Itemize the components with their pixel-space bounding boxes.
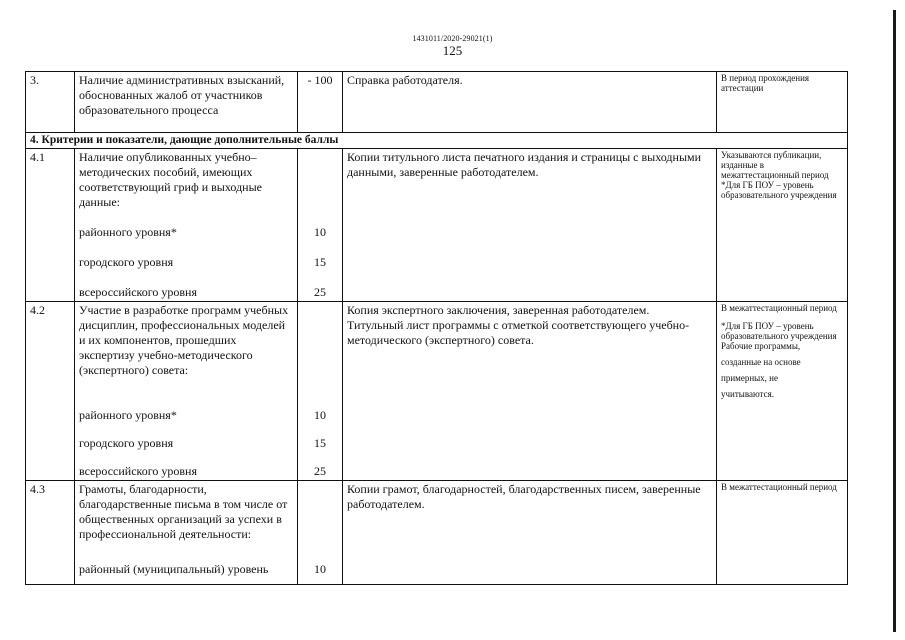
document-id: 1431011/2020-29021(1) xyxy=(412,34,493,43)
row-number: 4.1 xyxy=(26,149,75,302)
row-number: 4.3 xyxy=(26,481,75,585)
note-cell xyxy=(717,149,848,302)
note-text: В период прохождения аттестации xyxy=(717,72,848,133)
documents-text: Справка работодателя. xyxy=(343,72,717,133)
criterion-cell xyxy=(75,302,298,481)
criterion-text: Наличие опубликованных учебно–методических пособий, имеющих соответствующий гриф и выходные данные: xyxy=(79,150,262,209)
note-text: Указываются публикации, изданные в межаттестационный период xyxy=(721,150,829,180)
note-text: Рабочие программы, xyxy=(721,341,801,351)
level-regional: районного уровня* xyxy=(79,408,177,422)
points-value: - 100 xyxy=(298,72,343,133)
criteria-table xyxy=(25,71,848,585)
level-national: всероссийского уровня xyxy=(79,285,197,299)
criterion-cell xyxy=(75,481,298,585)
documents-cell xyxy=(343,302,717,481)
criterion-cell xyxy=(75,149,298,302)
points-value: 10 xyxy=(314,225,326,239)
note-text: В межаттестационный период xyxy=(721,303,837,313)
note-text: учитываются. xyxy=(721,389,774,399)
scan-edge-bar xyxy=(893,10,896,632)
criterion-text: Грамоты, благодарности, благодарственные письма в том числе от общественных организаций за успехи в профессиональной деятельности: xyxy=(79,482,288,541)
table-row xyxy=(26,302,848,481)
points-cell xyxy=(298,149,343,302)
level-national: всероссийского уровня xyxy=(79,464,197,478)
row-number: 4.2 xyxy=(26,302,75,481)
documents-text: Копии грамот, благодарностей, благодарственных писем, заверенные работодателем. xyxy=(343,481,717,585)
level-city: городского уровня xyxy=(79,436,174,450)
points-value: 25 xyxy=(314,464,326,478)
level-city: городского уровня xyxy=(79,255,174,269)
section-row xyxy=(26,133,848,149)
note-text: В межаттестационный период xyxy=(717,481,848,585)
note-text: созданные на основе xyxy=(721,357,801,367)
note-text: *Для ГБ ПОУ – уровень образовательного учреждения xyxy=(721,321,837,341)
documents-text: Копия экспертного заключения, заверенная работодателем. xyxy=(347,303,650,317)
points-cell xyxy=(298,302,343,481)
level-regional: районного уровня* xyxy=(79,225,177,239)
table-row xyxy=(26,72,848,133)
table-row xyxy=(26,149,848,302)
section-title: 4. Критерии и показатели, дающие дополнительные баллы xyxy=(26,133,848,149)
note-text: примерных, не xyxy=(721,373,778,383)
points-value: 10 xyxy=(314,408,326,422)
points-value: 25 xyxy=(314,285,326,299)
note-text: *Для ГБ ПОУ – уровень образовательного учреждения xyxy=(721,180,837,200)
criterion-text: Наличие административных взысканий, обоснованных жалоб от участников образовательного процесса xyxy=(75,72,298,133)
documents-text: Копии титульного листа печатного издания и страницы с выходными данными, заверенные работодателем. xyxy=(343,149,717,302)
points-cell xyxy=(298,481,343,585)
page-number: 125 xyxy=(442,43,463,58)
points-value: 10 xyxy=(314,562,326,576)
row-number: 3. xyxy=(26,72,75,133)
points-value: 15 xyxy=(314,255,326,269)
points-value: 15 xyxy=(314,436,326,450)
documents-text: Титульный лист программы с отметкой соответствующего учебно-методического (экспертного) совета. xyxy=(347,318,690,347)
level-municipal: районный (муниципальный) уровень xyxy=(79,562,269,576)
table-row xyxy=(26,481,848,585)
criterion-text: Участие в разработке программ учебных дисциплин, профессиональных моделей и их компонентов, прошедших экспертизу учебно-методического (экспертного) совета: xyxy=(79,303,289,377)
note-cell xyxy=(717,302,848,481)
